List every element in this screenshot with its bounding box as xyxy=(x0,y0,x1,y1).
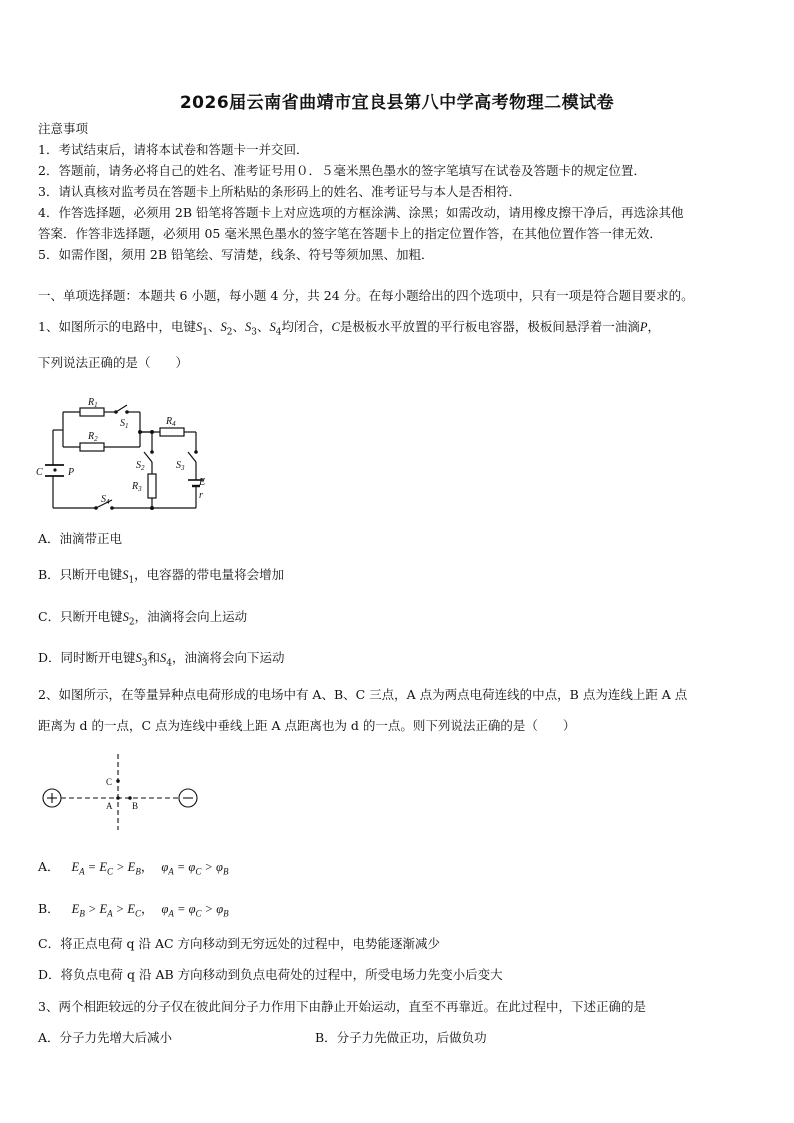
q1-stem-line1: 1、如图所示的电路中，电键$S_1$、$S_2$、$S_3$、$S_4$均闭合，C是极板水平放置的平行板电容器，极板间悬浮着一油滴P， xyxy=(38,319,660,338)
q3-stem: 3、两个相距较远的分子仅在彼此间分子力作用下由静止开始运动，直至不再靠近。在此过程中，下述正确的是 xyxy=(38,999,646,1014)
q1-circuit-diagram xyxy=(36,392,211,520)
svg-text:C: C xyxy=(36,467,43,478)
notice-item-5: 5．如需作图，须用 2B 铅笔绘、写清楚，线条、符号等须加黑、加粗． xyxy=(38,247,434,262)
q2-option-d: D．将负点电荷 q 沿 AB 方向移动到负点电荷处的过程中，所受电场力先变小后变大 xyxy=(38,967,503,982)
svg-text:S3: $S_3$ xyxy=(176,460,185,472)
section-heading: 一、单项选择题：本题共 6 小题，每小题 4 分，共 24 分。在每小题给出的四个选项中，只有一项是符合题目要求的。 xyxy=(38,288,694,303)
q3-option-b: B．分子力先做正功，后做负功 xyxy=(315,1030,487,1045)
q1-option-d: D．同时断开电键$S_3$和$S_4$，油滴将会向下运动 xyxy=(38,650,285,669)
svg-text:S2: $S_2$ xyxy=(136,460,145,472)
notice-item-3: 3．请认真核对监考员在答题卡上所粘贴的条形码上的姓名、准考证号与本人是否相符． xyxy=(38,184,521,199)
svg-text:R1: $R_1$ xyxy=(88,397,98,409)
svg-text:S1: $S_1$ xyxy=(120,418,129,430)
notice-item-2: 2．答题前，请务必将自己的姓名、准考证号用０．５毫米黑色墨水的签字笔填写在试卷及答题卡的规定位置． xyxy=(38,163,646,178)
q1-stem-line2: 下列说法正确的是（ ） xyxy=(38,355,189,370)
svg-text:R4: $R_4$ xyxy=(166,416,176,428)
q2-option-b: B． $E_B > E_A > E_C$， $\varphi_A = \varphi_C > \varphi_B$ xyxy=(38,901,229,919)
svg-text:C: C xyxy=(106,777,113,787)
q1-option-a: A．油滴带正电 xyxy=(38,531,123,546)
svg-text:S4: $S_4$ xyxy=(101,494,110,506)
svg-text:B: B xyxy=(132,801,139,811)
q2-stem-line2: 距离为 d 的一点，C 点为连线中垂线上距 A 点距离也为 d 的一点。则下列说法正确的是（ ） xyxy=(38,718,576,733)
q3-option-a: A．分子力先增大后减小 xyxy=(38,1030,173,1045)
notice-item-4: 4．作答选择题，必须用 2B 铅笔将答题卡上对应选项的方框涂满、涂黑；如需改动，请用橡皮擦干净后，再选涂其他 xyxy=(38,205,684,220)
q2-option-c: C．将正点电荷 q 沿 AC 方向移动到无穷远处的过程中，电势能逐渐减少 xyxy=(38,936,441,951)
svg-text:E: E xyxy=(199,477,206,488)
notice-item-4-cont: 答案．作答非选择题，必须用 05 毫米黑色墨水的签字笔在答题卡上的指定位置作答，在其他位置作答一律无效． xyxy=(38,226,662,241)
svg-text:R3: $R_3$ xyxy=(132,481,142,493)
svg-text:P: P xyxy=(68,467,75,478)
q1-option-b: B．只断开电键$S_1$，电容器的带电量将会增加 xyxy=(38,567,285,586)
svg-text:A: A xyxy=(106,801,113,811)
q1-option-c: C．只断开电键$S_2$，油滴将会向上运动 xyxy=(38,609,248,628)
svg-text:R2: $R_2$ xyxy=(88,431,98,443)
q2-option-a: A． $E_A = E_C > E_B$， $\varphi_A = \varphi_C > \varphi_B$ xyxy=(38,859,229,877)
q2-stem-line1: 2、如图所示，在等量异种点电荷形成的电场中有 A、B、C 三点，A 点为两点电荷连线的中点，B 点为连线上距 A 点 xyxy=(38,687,688,702)
page-title: 2026届云南省曲靖市宜良县第八中学高考物理二模试卷 xyxy=(179,93,615,113)
notice-item-1: 1．考试结束后，请将本试卷和答题卡一并交回． xyxy=(38,142,309,157)
svg-text:r: r xyxy=(199,490,203,501)
notice-heading: 注意事项 xyxy=(38,121,89,136)
q2-charges-diagram xyxy=(40,752,210,832)
